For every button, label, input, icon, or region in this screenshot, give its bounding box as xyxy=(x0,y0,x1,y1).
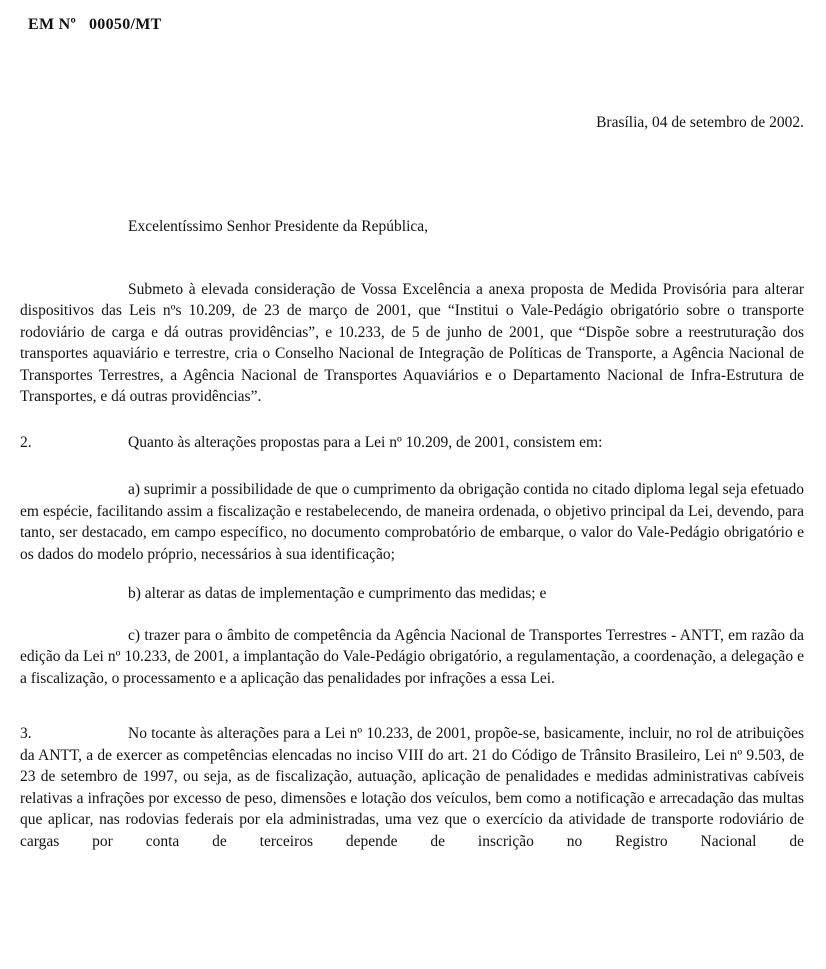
item-b: b) alterar as datas de implementação e cumprimento das medidas; e xyxy=(128,585,547,602)
paragraph-2-text: Quanto às alterações propostas para a Lei nº 10.209, de 2001, consistem em: xyxy=(128,433,603,451)
paragraph-3-text: No tocante às alterações para a Lei nº 10.233, de 2001, propõe-se, basicamente, incluir, no rol de atribuições da ANTT, a de exercer as competências elencadas no inciso VIII do art. 21 do Código de Trânsito Brasileiro, Lei nº 9.503, de 23 de setembro de 1997, ou seja, as de fiscalização, autuação, aplicação de penalidades e medidas administrativas cabíveis relativas a infrações por excesso de peso, dimensões e lotação dos veículos, bem como a notificação e arrecadação das multas que aplicar, nas rodovias federais por ela administradas, uma vez que o exercício da atividade de transporte rodoviário de cargas por conta de terceiros depende de inscrição no Registro Nacional de xyxy=(20,725,804,850)
paragraph-intro: Submeto à elevada consideração de Vossa Excelência a anexa proposta de Medida Provisória para alterar dispositivos das Leis nºs 10.209, de 23 de março de 2001, que “Institui o Vale-Pedágio obrigatório sobre o transporte rodoviário de carga e dá outras providências”, e 10.233, de 5 de junho de 2001, que “Dispõe sobre a reestruturação dos transportes aquaviário e terrestre, cria o Conselho Nacional de Integração de Políticas de Transporte, a Agência Nacional de Transportes Terrestres, a Agência Nacional de Transportes Aquaviários e o Departamento Nacional de Infra-Estrutura de Transportes, e dá outras providências”. xyxy=(20,280,804,405)
salutation: Excelentíssimo Senhor Presidente da República, xyxy=(128,218,429,235)
item-c: c) trazer para o âmbito de competência da Agência Nacional de Transportes Terrestres - ANTT, em razão da edição da Lei nº 10.233, de 2001, a implantação do Vale-Pedágio obrigatório, a regulamentação, a coordenação, a delegação e a fiscalização, o processamento e a aplicação das penalidades por infrações a essa Lei. xyxy=(20,626,804,687)
paragraph-3 xyxy=(20,723,804,852)
paragraph-2 xyxy=(20,432,804,454)
paragraph-3-number: 3. xyxy=(20,725,32,742)
dateline: Brasília, 04 de setembro de 2002. xyxy=(596,113,804,131)
item-a: a) suprimir a possibilidade de que o cumprimento da obrigação contida no citado diploma legal seja efetuado em espécie, facilitando assim a fiscalização e restabelecendo, de maneira ordenada, o objetivo principal da Lei, devendo, para tanto, ser destacado, em campo específico, no documento comprobatório de embarque, o valor do Vale-Pedágio obrigatório e os dados do modelo próprio, necessários à sua identificação; xyxy=(20,481,804,563)
paragraph-2-number: 2. xyxy=(20,433,32,451)
document-reference: EM Nº 00050/MT xyxy=(28,16,162,33)
